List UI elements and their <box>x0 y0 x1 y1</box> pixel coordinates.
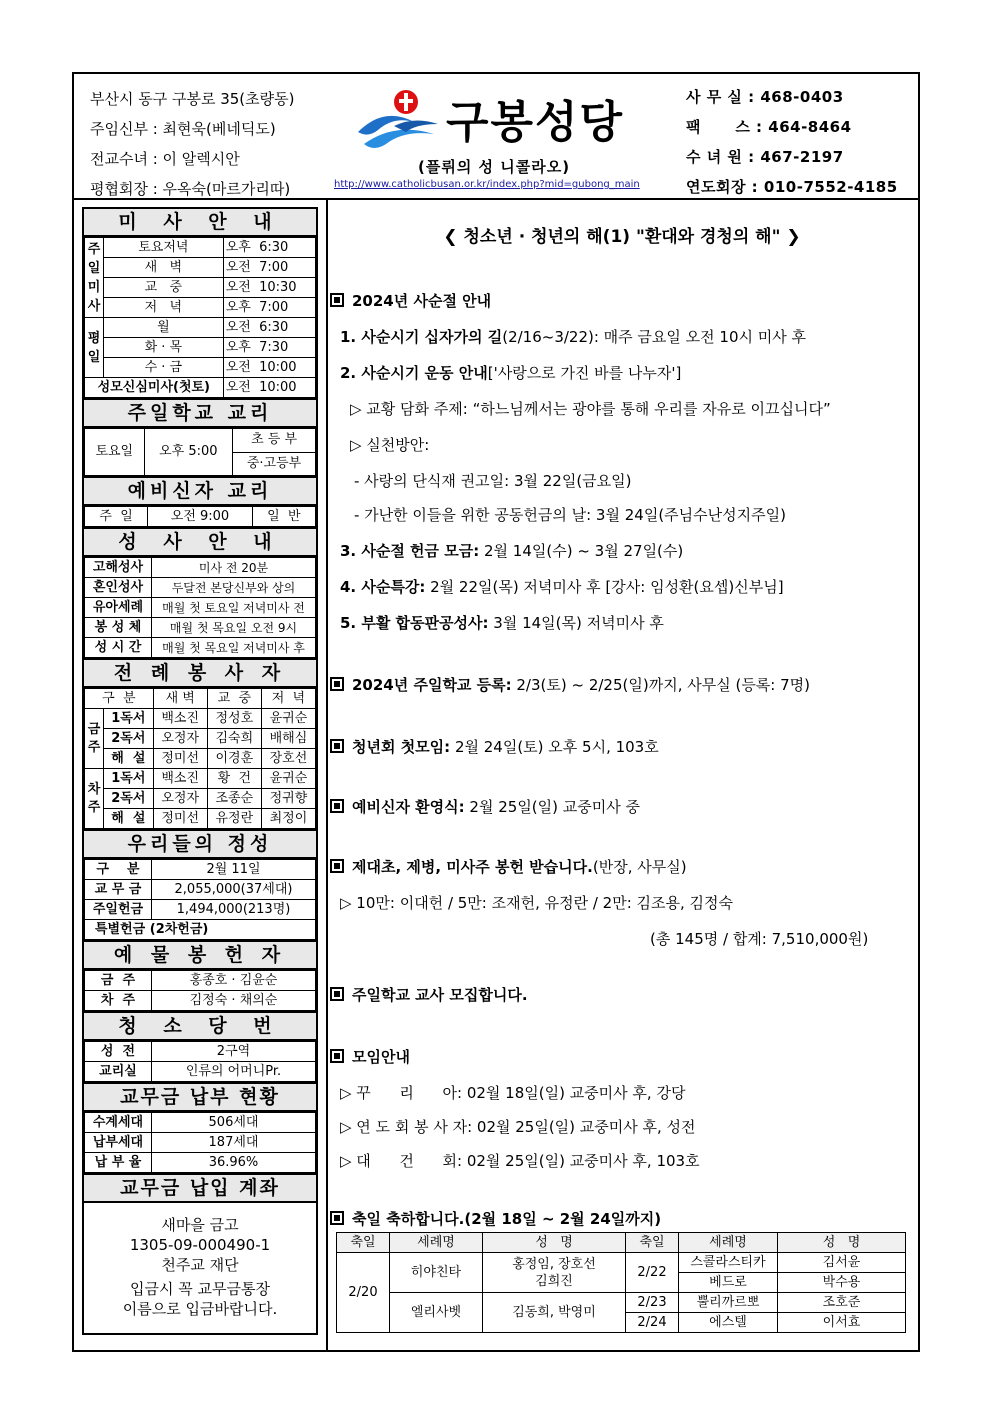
section-text: (반장, 사무실) <box>592 858 687 876</box>
feast-head: 성 명 <box>778 1233 906 1253</box>
servers-role: 해 설 <box>104 809 154 829</box>
section-lent <box>330 290 491 311</box>
servers-title: 전 례 봉 사 자 <box>84 658 316 688</box>
lent-item <box>340 326 806 347</box>
donation-total: (총 145명 / 합계: 7,510,000원) <box>650 930 869 948</box>
sunday-time: 오후 5:00 <box>144 429 233 476</box>
cleaning-value: 인류의 어머니Pr. <box>152 1062 316 1082</box>
section-sunday-school <box>330 674 810 695</box>
feast-table <box>336 1232 906 1333</box>
server-name: 황 건 <box>207 769 261 789</box>
dues-label: 수계세대 <box>85 1113 152 1133</box>
mass-time: 오전 7:00 <box>223 258 315 278</box>
server-name: 정미선 <box>153 749 207 769</box>
church-title: 구봉성당 <box>446 97 625 148</box>
donation-list: ▷ 10만: 이대헌 / 5만: 조재헌, 유정란 / 2만: 김조용, 김정숙 <box>340 894 734 912</box>
mass-name: 화 · 목 <box>104 338 224 358</box>
offering-value: 1,494,000(213명) <box>152 900 316 920</box>
lent-item <box>340 362 681 383</box>
section-feast <box>330 1208 661 1229</box>
server-name: 정귀향 <box>261 789 315 809</box>
church-url-link[interactable]: http://www.catholicbusan.or.kr/index.php?mid=gubong_main <box>334 179 640 190</box>
offering-label: 구 분 <box>85 860 152 880</box>
servers-group: 금주 <box>85 709 104 769</box>
sacrament-name: 고해성사 <box>85 558 152 578</box>
sacrament-table <box>84 557 316 658</box>
dues-table <box>84 1112 316 1173</box>
feast-date: 2/22 <box>626 1253 679 1293</box>
offering-label: 특별헌금 (2차헌금) <box>85 920 316 940</box>
catechumen-title: 예비신자 교리 <box>84 476 316 506</box>
account-note: 이름으로 입금바랍니다. <box>122 1300 278 1318</box>
account-holder: 천주교 재단 <box>161 1256 239 1274</box>
mass-time: 오전 10:00 <box>223 378 315 398</box>
offering-label: 교 무 금 <box>85 880 152 900</box>
catechumen-table <box>84 506 316 527</box>
item-title: 1. 사순시기 십자가의 길 <box>340 328 503 346</box>
column-divider <box>326 198 328 1350</box>
office-phone: 사 무 실 : 468-0403 <box>686 88 844 106</box>
dues-label: 납 부 율 <box>85 1153 152 1173</box>
sacrament-name: 봉 성 체 <box>85 618 152 638</box>
account-title: 교무금 납입 계좌 <box>84 1173 316 1203</box>
offering-label: 주일헌금 <box>85 900 152 920</box>
main-content <box>330 210 914 1340</box>
account-note: 입금시 꼭 교무금통장 <box>130 1280 270 1298</box>
feast-saint: 히야친타 <box>390 1253 483 1293</box>
header-left <box>90 84 295 204</box>
lent-subitem: - 가난한 이들을 위한 공동헌금의 날: 3월 24일(주님수난성지주일) <box>354 506 786 524</box>
mass-time: 오전 6:30 <box>223 318 315 338</box>
feast-saint: 스콜라스티카 <box>679 1253 778 1273</box>
dues-title: 교무금 납부 현황 <box>84 1082 316 1112</box>
server-name: 정성호 <box>207 709 261 729</box>
servers-table <box>84 688 316 829</box>
mass-name: 토요저녁 <box>104 238 224 258</box>
server-name: 유정란 <box>207 809 261 829</box>
header-right <box>686 82 898 202</box>
server-name: 김숙희 <box>207 729 261 749</box>
section-title: 축일 축하합니다.(2월 18일 ~ 2월 24일까지) <box>352 1210 662 1228</box>
fax: 팩 스 : 464-8464 <box>686 118 852 136</box>
feast-saint: 베드로 <box>679 1273 778 1293</box>
feast-saint: 뿔리까르뽀 <box>679 1293 778 1313</box>
server-name: 배해심 <box>261 729 315 749</box>
mass-name: 월 <box>104 318 224 338</box>
feast-head: 축일 <box>337 1233 390 1253</box>
servers-role: 2독서 <box>104 729 154 749</box>
bullet-icon <box>330 859 344 873</box>
feast-date: 2/23 <box>626 1293 679 1313</box>
meeting-item: ▷ 꾸 리 아: 02월 18일(일) 교중미사 후, 강당 <box>340 1084 686 1102</box>
mass-name: 성모신심미사(첫토) <box>85 378 224 398</box>
servers-head: 새 벽 <box>153 689 207 709</box>
feast-person: 김희진 <box>535 1273 573 1289</box>
item-title: 4. 사순특강: <box>340 578 426 596</box>
mass-title: 미 사 안 내 <box>84 207 316 237</box>
sacrament-name: 유아세례 <box>85 598 152 618</box>
feast-person: 박수용 <box>778 1273 906 1293</box>
meeting-item: ▷ 대 건 회: 02월 25일(일) 교중미사 후, 103호 <box>340 1152 700 1170</box>
account-bank: 새마을 금고 <box>161 1216 239 1234</box>
sacrament-title: 성 사 안 내 <box>84 527 316 557</box>
section-text: 2/3(토) ~ 2/25(일)까지, 사무실 (등록: 7명) <box>511 676 811 694</box>
mass-time: 오전 10:30 <box>223 278 315 298</box>
server-name: 오정자 <box>153 789 207 809</box>
server-name: 정미선 <box>153 809 207 829</box>
servers-role: 1독서 <box>104 769 154 789</box>
feast-head: 축일 <box>626 1233 679 1253</box>
mass-group-weekday: 평일 <box>85 318 104 378</box>
section-title: 제대초, 제병, 미사주 봉헌 받습니다. <box>352 858 593 876</box>
catechumen-day: 주 일 <box>85 507 148 527</box>
gifts-value: 김정숙 · 채의순 <box>152 991 316 1011</box>
section-title: 예비신자 환영식: <box>352 798 465 816</box>
theme-heading: ❮ 청소년 · 청년의 해(1) "환대와 경청의 해" ❯ <box>443 227 801 247</box>
server-name: 장호선 <box>261 749 315 769</box>
section-catechumen <box>330 796 640 817</box>
mass-time: 오후 7:30 <box>223 338 315 358</box>
sacrament-info: 매월 첫 목요일 저녁미사 후 <box>152 638 316 658</box>
feast-person: 이서효 <box>778 1313 906 1333</box>
logo-block <box>334 86 674 194</box>
lent-item <box>340 576 784 597</box>
mass-name: 저 녁 <box>104 298 224 318</box>
sunday-school-title: 주일학교 교리 <box>84 398 316 428</box>
gifts-title: 예 물 봉 헌 자 <box>84 940 316 970</box>
item-text: (2/16~3/22): 매주 금요일 오전 10시 미사 후 <box>502 328 806 346</box>
cleaning-title: 청 소 당 번 <box>84 1011 316 1041</box>
feast-people <box>483 1253 626 1293</box>
servers-head: 저 녁 <box>261 689 315 709</box>
dues-label: 납부세대 <box>85 1133 152 1153</box>
sacrament-name: 혼인성사 <box>85 578 152 598</box>
feast-head: 성 명 <box>483 1233 626 1253</box>
section-title: 2024년 주일학교 등록: <box>352 676 512 694</box>
section-text: 2월 24일(토) 오후 5시, 103호 <box>450 738 659 756</box>
sister: 전교수녀 : 이 알렉시안 <box>90 150 240 168</box>
lent-item <box>340 540 683 561</box>
cleaning-label: 교리실 <box>85 1062 152 1082</box>
lent-subitem: ▷ 교황 담화 주제: “하느님께서는 광야를 통해 우리를 자유로 이끄십니다” <box>350 400 831 418</box>
server-name: 윤귀순 <box>261 769 315 789</box>
bullet-icon <box>330 1211 344 1225</box>
account-box <box>84 1203 316 1333</box>
lent-subitem: ▷ 실천방안: <box>350 436 430 454</box>
mass-group-sunday: 주일미사 <box>85 238 104 318</box>
sidebar <box>82 207 318 1335</box>
bullet-icon <box>330 987 344 1001</box>
mass-name: 교 중 <box>104 278 224 298</box>
meeting-item: ▷ 연 도 회 봉 사 자: 02월 25일(일) 교중미사 후, 성전 <box>340 1118 696 1136</box>
servers-role: 해 설 <box>104 749 154 769</box>
mass-section <box>82 207 318 1335</box>
item-text: 3월 14일(목) 저녁미사 후 <box>488 614 664 632</box>
cleaning-table <box>84 1041 316 1082</box>
server-name: 최정이 <box>261 809 315 829</box>
mass-time: 오전 10:00 <box>223 358 315 378</box>
mass-time: 오후 7:00 <box>223 298 315 318</box>
section-youth <box>330 736 659 757</box>
item-text: 2월 22일(목) 저녁미사 후 [강사: 임성환(요셉)신부님] <box>425 578 784 596</box>
cleaning-label: 성 전 <box>85 1042 152 1062</box>
sacrament-info: 매월 첫 목요일 오전 9시 <box>152 618 316 638</box>
gifts-label: 차 주 <box>85 991 152 1011</box>
mass-time: 오후 6:30 <box>223 238 315 258</box>
sunday-group: 중·고등부 <box>233 452 316 476</box>
account-number: 1305-09-000490-1 <box>129 1236 271 1254</box>
convent-phone: 수 녀 원 : 467-2197 <box>686 148 844 166</box>
bullet-icon <box>330 677 344 691</box>
council-president: 평협회장 : 우옥숙(마르가리따) <box>90 180 291 198</box>
gifts-value: 홍종호 · 김윤순 <box>152 971 316 991</box>
header <box>74 74 918 200</box>
church-logo-icon <box>354 86 444 156</box>
feast-person: 김서윤 <box>778 1253 906 1273</box>
server-name: 조종순 <box>207 789 261 809</box>
servers-group: 차주 <box>85 769 104 829</box>
yeondo-president: 연도회장 : 010-7552-4185 <box>686 178 898 196</box>
dues-value: 36.96% <box>152 1153 316 1173</box>
sunday-school-table <box>84 428 316 476</box>
feast-date: 2/24 <box>626 1313 679 1333</box>
lent-item <box>340 612 664 633</box>
feast-person: 조호준 <box>778 1293 906 1313</box>
sunday-day: 토요일 <box>85 429 145 476</box>
catechumen-type: 일 반 <box>252 507 315 527</box>
section-donation <box>330 856 687 877</box>
offering-table <box>84 859 316 940</box>
section-title: 주일학교 교사 모집합니다. <box>352 986 528 1004</box>
servers-role: 2독서 <box>104 789 154 809</box>
server-name: 오정자 <box>153 729 207 749</box>
gifts-table <box>84 970 316 1011</box>
section-title: 청년회 첫모임: <box>352 738 451 756</box>
cleaning-value: 2구역 <box>152 1042 316 1062</box>
server-name: 백소진 <box>153 709 207 729</box>
section-teachers <box>330 984 528 1005</box>
feast-date: 2/20 <box>337 1253 390 1333</box>
feast-head: 세례명 <box>679 1233 778 1253</box>
item-text: 2월 14일(수) ~ 3월 27일(수) <box>479 542 684 560</box>
servers-head: 구 분 <box>85 689 154 709</box>
sacrament-info: 미사 전 20분 <box>152 558 316 578</box>
item-title: 3. 사순절 헌금 모금: <box>340 542 480 560</box>
gifts-label: 금 주 <box>85 971 152 991</box>
offering-value: 2,055,000(37세대) <box>152 880 316 900</box>
server-name: 이경훈 <box>207 749 261 769</box>
bullet-icon <box>330 1049 344 1063</box>
sunday-group: 초 등 부 <box>233 429 316 453</box>
servers-head: 교 중 <box>207 689 261 709</box>
sacrament-info: 두달전 본당신부와 상의 <box>152 578 316 598</box>
dues-value: 506세대 <box>152 1113 316 1133</box>
mass-table <box>84 237 316 398</box>
item-text: ['사랑으로 가진 바를 나누자'] <box>487 364 682 382</box>
mass-name: 수 · 금 <box>104 358 224 378</box>
item-title: 2. 사순시기 운동 안내 <box>340 364 488 382</box>
section-meetings <box>330 1046 410 1067</box>
feast-head: 세례명 <box>390 1233 483 1253</box>
feast-saint: 에스텔 <box>679 1313 778 1333</box>
address: 부산시 동구 구봉로 35(초량동) <box>90 90 295 108</box>
dues-value: 187세대 <box>152 1133 316 1153</box>
bullet-icon <box>330 739 344 753</box>
section-title: 2024년 사순절 안내 <box>352 292 492 310</box>
bullet-icon <box>330 293 344 307</box>
sacrament-name: 성 시 간 <box>85 638 152 658</box>
feast-saint: 엘리사벳 <box>390 1293 483 1333</box>
bullet-icon <box>330 799 344 813</box>
feast-person: 홍정임, 장호선 <box>512 1256 596 1272</box>
catechumen-time: 오전 9:00 <box>148 507 253 527</box>
server-name: 윤귀순 <box>261 709 315 729</box>
sacrament-info: 매월 첫 토요일 저녁미사 전 <box>152 598 316 618</box>
mass-name: 새 벽 <box>104 258 224 278</box>
lent-subitem: - 사랑의 단식재 권고일: 3월 22일(금요일) <box>354 472 632 490</box>
pastor: 주임신부 : 최현욱(베네딕도) <box>90 120 276 138</box>
server-name: 백소진 <box>153 769 207 789</box>
offering-value: 2월 11일 <box>152 860 316 880</box>
item-title: 5. 부활 합동판공성사: <box>340 614 489 632</box>
section-title: 모임안내 <box>352 1048 410 1066</box>
feast-person: 김동희, 박영미 <box>483 1293 626 1333</box>
offering-title: 우리들의 정성 <box>84 829 316 859</box>
servers-role: 1독서 <box>104 709 154 729</box>
section-text: 2월 25일(일) 교중미사 중 <box>464 798 640 816</box>
church-subtitle: (플뤼의 성 니콜라오) <box>418 158 571 176</box>
